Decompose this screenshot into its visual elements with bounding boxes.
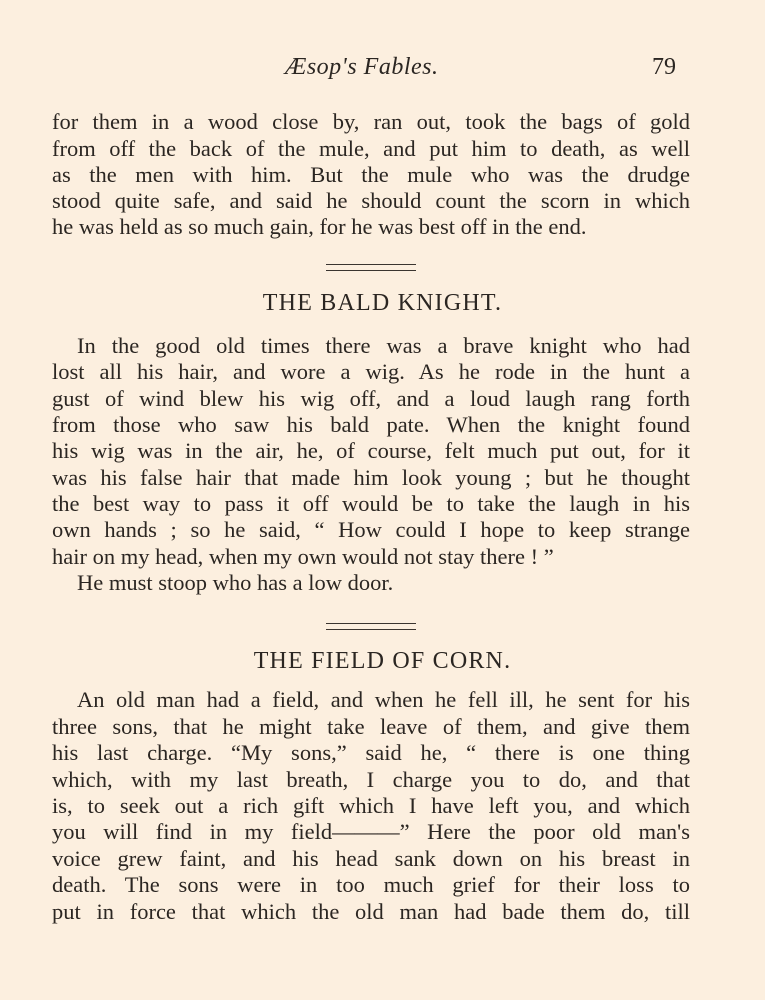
- text-line: lost all his hair, and wore a wig. As he rode in the hunt a: [52, 359, 690, 384]
- text-line: for them in a wood close by, ran out, took the bags of gold: [52, 109, 690, 134]
- text-line: the best way to pass it off would be to take the laugh in his: [52, 491, 690, 516]
- text-line: from off the back of the mule, and put him to death, as well: [52, 136, 690, 161]
- section-divider: [326, 623, 416, 630]
- text-line: stood quite safe, and said he should count the scorn in which: [52, 188, 690, 213]
- fable-title: THE FIELD OF CORN.: [253, 648, 512, 674]
- text-line: hair on my head, when my own would not stay there ! ”: [52, 544, 554, 569]
- page-number: 79: [652, 54, 676, 80]
- text-line: was his false hair that made him look young ; but he thought: [52, 465, 690, 490]
- text-line: death. The sons were in too much grief for their loss to: [52, 872, 690, 897]
- fable-moral: He must stoop who has a low door.: [77, 570, 394, 595]
- text-line: he was held as so much gain, for he was best off in the end.: [52, 214, 587, 239]
- text-line: three sons, that he might take leave of them, and give them: [52, 714, 690, 739]
- text-line: which, with my last breath, I charge you to do, and that: [52, 767, 690, 792]
- text-line: voice grew faint, and his head sank down on his breast in: [52, 846, 690, 871]
- running-title: Æsop's Fables.: [285, 54, 439, 80]
- section-divider: [326, 264, 416, 271]
- text-line: is, to seek out a rich gift which I have left you, and which: [52, 793, 690, 818]
- text-line: from those who saw his bald pate. When the knight found: [52, 412, 690, 437]
- text-line: own hands ; so he said, “ How could I hope to keep strange: [52, 517, 690, 542]
- text-line: An old man had a field, and when he fell ill, he sent for his: [77, 687, 690, 712]
- text-line: his wig was in the air, he, of course, felt much put out, for it: [52, 438, 690, 463]
- text-line: In the good old times there was a brave knight who had: [77, 333, 690, 358]
- fable-title: THE BALD KNIGHT.: [262, 290, 503, 316]
- running-head: [0, 54, 765, 88]
- text-line: as the men with him. But the mule who was the drudge: [52, 162, 690, 187]
- text-line: put in force that which the old man had bade them do, till: [52, 899, 690, 924]
- text-line: gust of wind blew his wig off, and a loud laugh rang forth: [52, 386, 690, 411]
- text-line: you will find in my field———” Here the poor old man's: [52, 819, 690, 844]
- text-line: his last charge. “My sons,” said he, “ there is one thing: [52, 740, 690, 765]
